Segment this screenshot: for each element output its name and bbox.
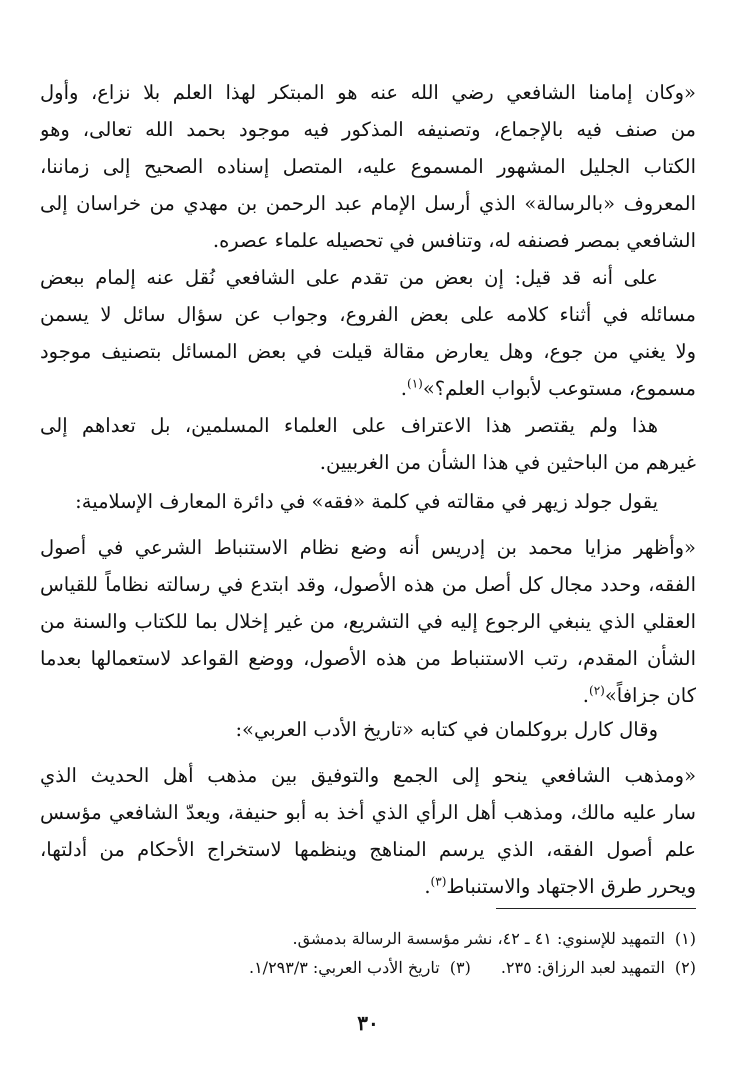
footnote-3: [249, 958, 471, 977]
quote-text: مسموع، مستوعب لأبواب العلم؟»: [422, 377, 696, 400]
text-line: على أنه قد قيل: إن بعض من تقدم على الشافعي نُقل عنه إلمام ببعض: [40, 266, 658, 289]
text-line: ولا يغني من جوع، وهل يعارض مقالة قيلت في بعض المسائل بتصنيف موجود: [40, 340, 696, 363]
footnote-ref[interactable]: (٢): [589, 683, 605, 698]
text-line: العقلي الذي ينبغي الرجوع إليه في التشريع، من غير إخلال بما للكتاب والسنة من: [40, 610, 696, 633]
footnote-ref[interactable]: (٣): [430, 874, 447, 889]
page-number: ٣٠: [357, 1011, 379, 1035]
text-line: الكتاب الجليل المشهور المسموع عليه، المتصل إسناده الصحيح إلى زماننا،: [40, 155, 696, 178]
footnote-1: [40, 925, 696, 953]
text-line: الشأن المقدم، رتب الاستنباط من هذه الأصول، ووضع القواعد لاستعمالها بعدما: [40, 647, 696, 670]
footnote-separator: [496, 908, 696, 909]
text-line: [40, 371, 696, 407]
text-line: علم أصول الفقه، الذي يرسم المناهج وينظمها لاستخراج الأحكام من أدلتها،: [40, 838, 696, 861]
footnote-number: (١): [674, 929, 696, 948]
quote-text: ويحرر طرق الاجتهاد والاستنباط: [446, 875, 696, 898]
text-line: المعروف «بالرسالة» الذي أرسل الإمام عبد الرحمن بن مهدي من خراسان إلى: [40, 192, 696, 215]
text-line: «ومذهب الشافعي ينحو إلى الجمع والتوفيق بين مذهب أهل الحديث الذي: [40, 764, 696, 787]
footnote-2: [501, 958, 696, 977]
footnote-number: (٢): [674, 958, 696, 977]
text-line: الشافعي بمصر فصنفه له، وتنافس في تحصيله علماء عصره.: [212, 229, 696, 252]
footnote-number: (٣): [449, 958, 471, 977]
book-page: [40, 0, 696, 1077]
text-line: «وأظهر مزايا محمد بن إدريس أنه وضع نظام الاستنباط الشرعي في أصول: [40, 536, 696, 559]
text-line: «وكان إمامنا الشافعي رضي الله عنه هو المبتكر لهذا العلم بلا نزاع، وأول: [40, 81, 696, 104]
text-line: من صنف فيه بالإجماع، وتصنيفه المذكور فيه موجود بحمد الله تعالى، وهو: [40, 118, 696, 141]
period: .: [582, 684, 589, 707]
text-line: الفقه، وحدد مجال كل أصل من هذه الأصول، وقد ابتدع في رسالته نظاماً للقياس: [40, 573, 696, 596]
footnote-ref[interactable]: (١): [407, 376, 423, 391]
footnote-row-2: [40, 954, 696, 982]
text-line: وقال كارل بروكلمان في كتابه «تاريخ الأدب العربي»:: [235, 718, 658, 741]
period: .: [400, 377, 407, 400]
text-line: يقول جولد زيهر في مقالته في كلمة «فقه» في دائرة المعارف الإسلامية:: [75, 490, 658, 513]
footnote-text: التمهيد لعبد الرزاق: ٢٣٥.: [500, 958, 665, 977]
quote-text: كان جزافاً»: [604, 684, 696, 707]
footnote-text: تاريخ الأدب العربي: ١/٢٩٣/٣.: [248, 958, 440, 977]
text-line: غيرهم من الباحثين في هذا الشأن من الغربيين.: [319, 451, 696, 474]
period: .: [424, 875, 431, 898]
text-line: مسائله في أثناء كلامه على بعض الفروع، وجواب عن سؤال سائل لا يسمن: [40, 303, 696, 326]
text-line: هذا ولم يقتصر هذا الاعتراف على العلماء المسلمين، بل تعداهم إلى: [40, 414, 658, 437]
footnote-text: التمهيد للإسنوي: ٤١ ـ ٤٢، نشر مؤسسة الرسالة بدمشق.: [292, 929, 665, 948]
text-line: [40, 869, 696, 905]
text-line: [40, 678, 696, 714]
text-line: سار عليه مالك، ومذهب أهل الرأي الذي أخذ به أبو حنيفة، ويعدّ الشافعي مؤسس: [40, 801, 696, 824]
